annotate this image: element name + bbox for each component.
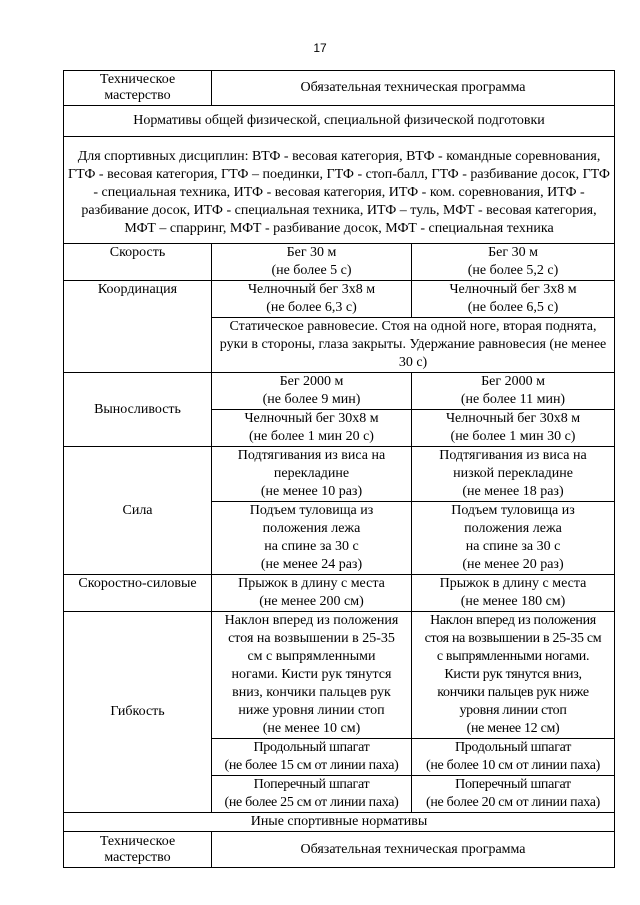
bend-female-norm: (не менее 12 см) [466,721,560,736]
row-flexibility-bend [64,612,615,739]
speed-label: Скорость [64,244,212,281]
row-speed [64,244,615,281]
bend-female-line: кончики пальцев рук ниже [437,685,589,700]
bend-male-line: стоя на возвышении в 25-35 [228,631,395,646]
situp-male-line: Подъем туловища из [249,503,374,518]
long-split-female-norm: (не более 10 см от линии паха) [425,758,601,773]
pullup-female [412,447,615,502]
endurance-shuttle-female [412,410,615,447]
jump-male [212,575,412,612]
endurance-shuttle-female-norm: (не более 1 мин 30 с) [450,429,576,444]
bend-male-line: см с выпрямленными [247,649,376,664]
pullup-female-norm: (не менее 18 раз) [462,484,564,499]
jump-male-norm: (не менее 200 см) [259,594,364,609]
situp-female-line: положения лежа [464,521,562,536]
row-other-norms [64,813,615,832]
bend-female-line: стоя на возвышении в 25-35 см [424,631,602,646]
endurance-label: Выносливость [64,373,212,447]
standards-table [63,70,615,868]
coordination-male-test: Челночный бег 3х8 м [247,282,376,297]
long-split-male-test: Продольный шпагат [253,740,370,755]
endurance-run-male-norm: (не более 9 мин) [262,392,361,407]
endurance-shuttle-male [212,410,412,447]
bend-female [412,612,615,739]
coordination-female [412,281,615,318]
footer-label: Техническое мастерство [64,832,212,868]
long-split-male [212,739,412,776]
bend-female-line: уровня линии стоп [459,703,567,718]
endurance-run-male [212,373,412,410]
section-title-row [64,106,615,137]
endurance-shuttle-female-test: Челночный бег 30х8 м [445,411,581,426]
row-strength-pullup [64,447,615,502]
situp-male-line: положения лежа [262,521,361,536]
situp-female-line: на спине за 30 с [465,539,561,554]
coordination-female-test: Челночный бег 3х8 м [449,282,577,297]
endurance-run-male-test: Бег 2000 м [279,374,344,389]
coordination-female-norm: (не более 6,5 с) [467,300,559,315]
situp-female-norm: (не менее 20 раз) [462,557,564,572]
cross-split-female-norm: (не более 20 см от линии паха) [425,795,601,810]
bend-male-norm: (не менее 10 см) [262,721,361,736]
cross-split-male [212,776,412,813]
row-endurance-run [64,373,615,410]
situp-female-line: Подъем туловища из [451,503,575,518]
pullup-female-line: Подтягивания из виса на [439,448,587,463]
cross-split-male-test: Поперечный шпагат [253,777,370,792]
row-coordination [64,281,615,318]
page-number: 17 [313,41,327,55]
bend-female-line: Наклон вперед из положения [430,613,596,628]
row-speed-strength [64,575,615,612]
jump-female-norm: (не менее 180 см) [460,594,566,609]
footer-value: Обязательная техническая программа [212,832,615,868]
speed-male [212,244,412,281]
bend-male-line: Наклон вперед из положения [224,613,399,628]
disciplines-note: Для спортивных дисциплин: ВТФ - весовая категория, ВТФ - командные соревнования, ГТФ - весовая категория, ГТФ – поединки, ГТФ - стоп-балл, ГТФ - разбивание досок, ГТФ - специальная техника, ИТФ - весовая категория, ИТФ - ком. соревнования, ИТФ - разбивание досок, ИТФ - специальная техника, ИТФ – туль, МФТ - весовая категория, МФТ – спарринг, МФТ - разбивание досок, МФТ - специальная техника [64,137,615,244]
strength-label: Сила [64,447,212,575]
coordination-label: Координация [64,281,212,373]
coordination-male-norm: (не более 6,3 с) [266,300,357,315]
flexibility-label: Гибкость [64,612,212,813]
bend-male-line: вниз, кончики пальцев рук [232,685,391,700]
long-split-male-norm: (не более 15 см от линии паха) [224,758,399,773]
pullup-male-line: перекладине [273,466,350,481]
endurance-shuttle-male-test: Челночный бег 30х8 м [244,411,379,426]
endurance-shuttle-male-norm: (не более 1 мин 20 с) [249,429,374,444]
footer-row [64,832,615,868]
pullup-male [212,447,412,502]
static-balance: Статическое равновесие. Стоя на одной ноге, вторая поднята, руки в стороны, глаза закрыты. Удержание равновесия (не менее 30 с) [212,318,615,373]
situp-male-line: на спине за 30 с [264,539,359,554]
situp-female [412,502,615,575]
speed-female [412,244,615,281]
long-split-female [412,739,615,776]
section-title: Нормативы общей физической, специальной физической подготовки [64,106,615,137]
jump-male-test: Прыжок в длину с места [238,576,385,591]
speed-male-norm: (не более 5 с) [271,263,352,278]
bend-female-line: Кисти рук тянутся вниз, [444,667,582,682]
coordination-male [212,281,412,318]
cross-split-female [412,776,615,813]
header-label: Техническое мастерство [64,71,212,106]
pullup-male-line: Подтягивания из виса на [237,448,386,463]
header-value: Обязательная техническая программа [212,71,615,106]
cross-split-male-norm: (не более 25 см от линии паха) [224,795,399,810]
bend-male-line: ногами. Кисти рук тянутся [231,667,392,682]
endurance-run-female [412,373,615,410]
bend-male-line: ниже уровня линии стоп [238,703,385,718]
header-row [64,71,615,106]
jump-female-test: Прыжок в длину с места [439,576,587,591]
situp-male [212,502,412,575]
pullup-male-norm: (не менее 10 раз) [260,484,363,499]
speed-female-norm: (не более 5,2 с) [467,263,559,278]
bend-female-line: с выпрямленными ногами. [436,649,590,664]
speed-strength-label: Скоростно-силовые [64,575,212,612]
jump-female [412,575,615,612]
bend-male [212,612,412,739]
endurance-run-female-test: Бег 2000 м [481,374,545,389]
speed-female-test: Бег 30 м [488,245,538,260]
cross-split-female-test: Поперечный шпагат [455,777,571,792]
endurance-run-female-norm: (не более 11 мин) [460,392,566,407]
situp-male-norm: (не менее 24 раз) [260,557,363,572]
long-split-female-test: Продольный шпагат [455,740,572,755]
other-norms-title: Иные спортивные нормативы [64,813,615,832]
speed-male-test: Бег 30 м [286,245,337,260]
pullup-female-line: низкой перекладине [453,466,573,481]
disciplines-row [64,137,615,244]
